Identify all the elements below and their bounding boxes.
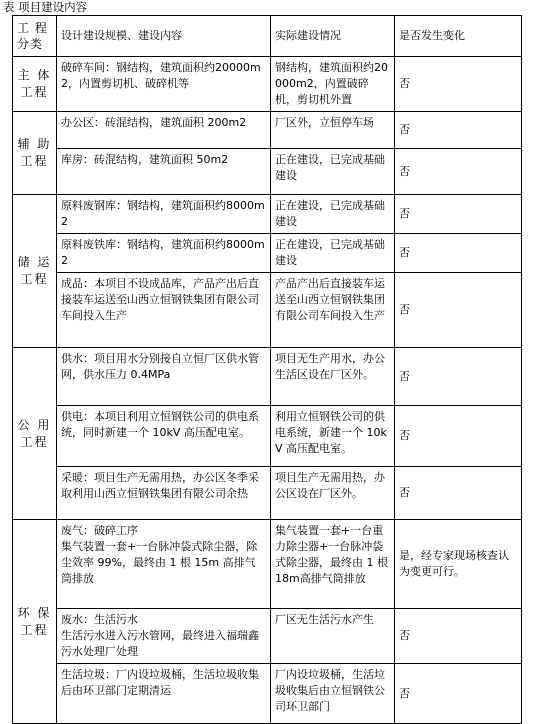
design-cell: 成品：本项目不设成品库，产品产出后直接装车运送至山西立恒钢铁集团有限公司车间投入生产 (57, 273, 271, 348)
table-header-row (13, 16, 522, 57)
header-design: 设计建设规模、建设内容 (57, 16, 271, 57)
changed-cell: 否 (395, 234, 522, 273)
actual-cell: 利用立恒钢铁公司的供电系统，新建一个 10kV 高压配电室。 (271, 406, 395, 467)
table-row (13, 664, 522, 724)
table-row (13, 234, 522, 273)
actual-cell: 厂区无生活污水产生 (271, 609, 395, 664)
actual-cell: 集气装置一套+一台重力除尘器+一台脉冲袋式除尘器，最终由 1 根18m高排气筒排放 (271, 520, 395, 609)
design-cell: 原料废铁库：钢结构，建筑面积约8000m2 (57, 234, 271, 273)
changed-cell: 否 (395, 112, 522, 149)
design-cell: 库房：砖混结构，建筑面积 50m2 (57, 149, 271, 195)
table-row (13, 195, 522, 234)
actual-cell: 正在建设，已完成基础建设 (271, 195, 395, 234)
design-cell: 供水：项目用水分别接自立恒厂区供水管网，供水压力 0.4MPa (57, 348, 271, 406)
table-row (13, 273, 522, 348)
actual-cell: 项目生产无需用热，办公区设在厂区外。 (271, 467, 395, 520)
category-cell: 主 体 工程 (13, 57, 57, 112)
category-cell: 辅 助 工程 (13, 112, 57, 195)
changed-cell: 否 (395, 609, 522, 664)
design-cell: 生活垃圾：厂内设垃圾桶，生活垃圾收集后由环卫部门定期清运 (57, 664, 271, 724)
actual-cell: 项目无生产用水，办公生活区设在厂区外。 (271, 348, 395, 406)
changed-cell: 否 (395, 406, 522, 467)
header-changed: 是否发生变化 (395, 16, 522, 57)
table-row (13, 348, 522, 406)
changed-cell: 是，经专家现场核查认为变更可行。 (395, 520, 522, 609)
header-actual: 实际建设情况 (271, 16, 395, 57)
actual-cell: 产品产出后直接装车运送至山西立恒钢铁集团有限公司车间投入生产 (271, 273, 395, 348)
category-cell: 公 用 工程 (13, 348, 57, 520)
changed-cell: 否 (395, 195, 522, 234)
header-category: 工 程 分类 (13, 16, 57, 57)
table-row (13, 406, 522, 467)
actual-cell: 厂内设垃圾桶，生活垃圾收集后由立恒钢铁公司环卫部门 (271, 664, 395, 724)
project-content-table (12, 15, 522, 724)
table-row (13, 112, 522, 149)
design-cell: 破碎车间：钢结构，建筑面积约20000m2，内置剪切机、破碎机等 (57, 57, 271, 112)
table-row (13, 149, 522, 195)
table-row (13, 57, 522, 112)
table-caption: 表 项目建设内容 (3, 0, 88, 14)
changed-cell: 否 (395, 57, 522, 112)
design-cell: 废水：生活污水 生活污水进入污水管网，最终进入福瑞鑫污水处理厂处理 (57, 609, 271, 664)
category-cell: 储 运 工程 (13, 195, 57, 348)
changed-cell: 否 (395, 664, 522, 724)
actual-cell: 正在建设，已完成基础建设 (271, 234, 395, 273)
table-row (13, 520, 522, 609)
design-cell: 原料废钢库：钢结构，建筑面积约8000m2 (57, 195, 271, 234)
category-cell: 环 保 工程 (13, 520, 57, 724)
design-cell: 采暖：项目生产无需用热，办公区冬季采取利用山西立恒钢铁集团有限公司余热 (57, 467, 271, 520)
design-cell: 供电：本项目利用立恒钢铁公司的供电系统，同时新建一个 10kV 高压配电室。 (57, 406, 271, 467)
actual-cell: 厂区外，立恒停车场 (271, 112, 395, 149)
changed-cell: 否 (395, 467, 522, 520)
table-row (13, 609, 522, 664)
actual-cell: 正在建设，已完成基础建设 (271, 149, 395, 195)
actual-cell: 钢结构，建筑面积约20000m2，内置破碎机，剪切机外置 (271, 57, 395, 112)
changed-cell: 否 (395, 348, 522, 406)
changed-cell: 否 (395, 273, 522, 348)
table-row (13, 467, 522, 520)
design-cell: 废气：破碎工序 集气装置一套+一台脉冲袋式除尘器，除尘效率 99%，最终由 1 根 15m 高排气筒排放 (57, 520, 271, 609)
design-cell: 办公区：砖混结构，建筑面积 200m2 (57, 112, 271, 149)
changed-cell: 否 (395, 149, 522, 195)
